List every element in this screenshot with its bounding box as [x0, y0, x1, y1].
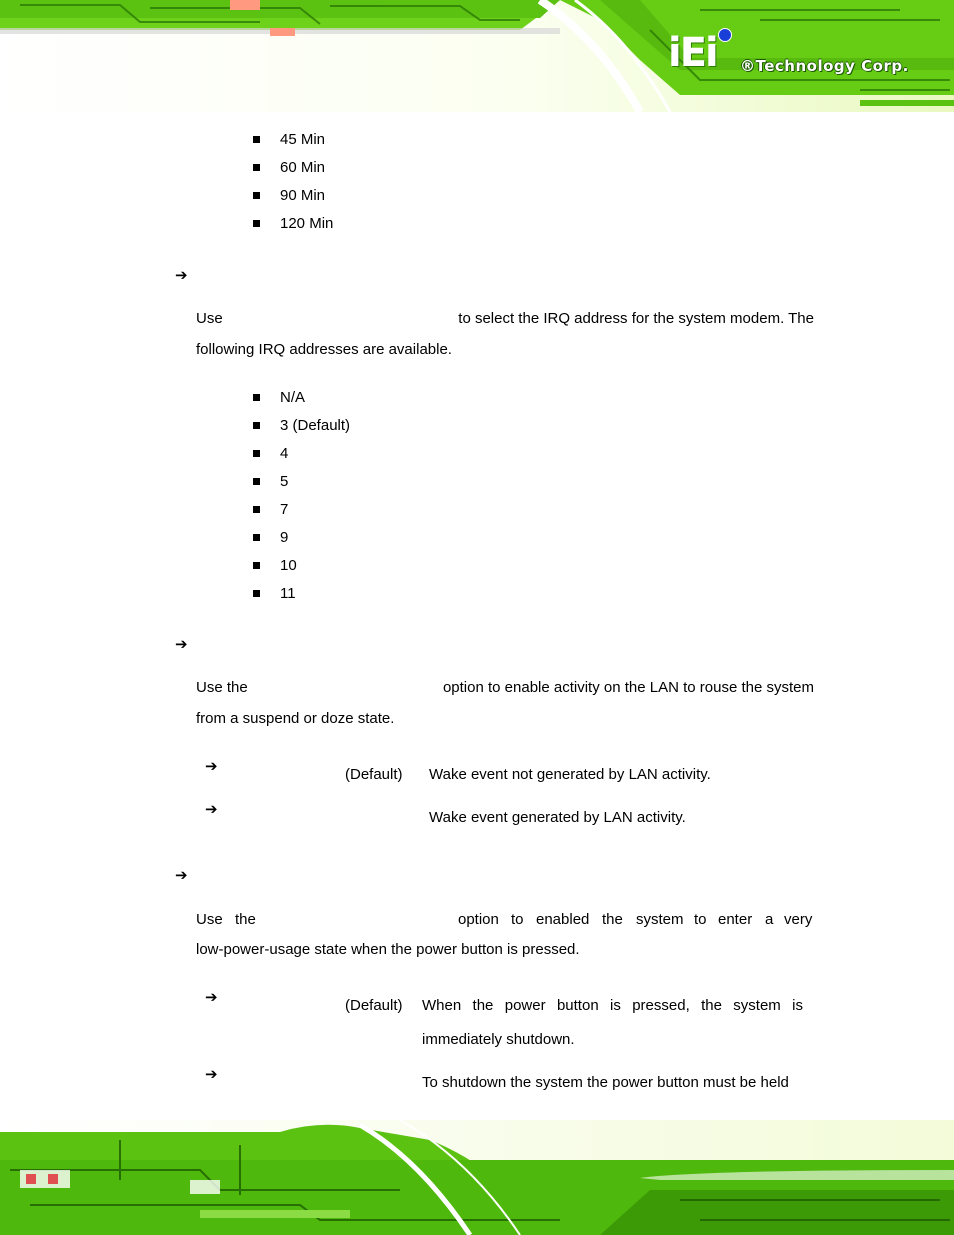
list-item: 11 [280, 585, 296, 602]
list-item: 7 [280, 501, 289, 518]
bullet-icon [253, 478, 260, 485]
bullet-icon [253, 534, 260, 541]
bullet-icon [253, 394, 260, 401]
company-logo-mark: iEi [668, 30, 717, 76]
option-arrow-icon: ➔ [205, 1065, 218, 1083]
bullet-icon [253, 220, 260, 227]
list-item: 45 Min [280, 131, 326, 148]
option-arrow-icon: ➔ [205, 800, 218, 818]
list-item: 3 (Default) [280, 417, 351, 434]
modem-paragraph-end: to select the IRQ address for the system modem. The [458, 310, 814, 327]
list-item: 10 [280, 557, 297, 574]
section-arrow-icon: ➔ [175, 866, 188, 884]
option-description: Wake event not generated by LAN activity. [429, 766, 711, 783]
lan-paragraph-start: Use the [196, 679, 248, 696]
circuit-board-footer [0, 1120, 954, 1235]
modem-paragraph-start: Use [196, 310, 223, 327]
default-label: (Default) [345, 766, 403, 783]
list-item: 4 [280, 445, 289, 462]
section-arrow-icon: ➔ [175, 266, 188, 284]
option-description: To shutdown the system the power button must be held [422, 1074, 789, 1091]
section-arrow-icon: ➔ [175, 635, 188, 653]
bullet-icon [253, 450, 260, 457]
list-item: 90 Min [280, 187, 326, 204]
option-arrow-icon: ➔ [205, 988, 218, 1006]
power-paragraph-word: Use [196, 911, 223, 928]
list-item: 5 [280, 473, 289, 490]
power-paragraph-word: option [458, 911, 499, 928]
bullet-icon [253, 562, 260, 569]
circuit-board-banner [0, 0, 954, 112]
bullet-icon [253, 506, 260, 513]
company-logo-text: ®Technology Corp. [740, 57, 909, 75]
power-paragraph-word: very [784, 911, 813, 928]
default-label: (Default) [345, 997, 403, 1014]
lan-paragraph-end: option to enable activity on the LAN to rouse the system [442, 679, 814, 696]
list-item: N/A [280, 389, 306, 406]
option-description-cont: immediately shutdown. [422, 1031, 575, 1048]
lan-paragraph-line2: from a suspend or doze state. [196, 710, 395, 727]
power-paragraph-word: the [235, 911, 256, 928]
modem-paragraph-line2: following IRQ addresses are available. [196, 341, 452, 358]
option-arrow-icon: ➔ [205, 757, 218, 775]
power-paragraph-word: a [765, 911, 774, 928]
bullet-icon [253, 136, 260, 143]
option-description: When the power button is pressed, the system is [422, 997, 803, 1014]
bullet-icon [253, 192, 260, 199]
page-footer [0, 1120, 954, 1235]
power-paragraph-word: system [636, 911, 684, 928]
bullet-icon [253, 590, 260, 597]
power-paragraph-word: enabled [536, 911, 590, 928]
logo-dot-icon [718, 28, 732, 42]
list-item: 120 Min [280, 215, 334, 232]
power-paragraph-word: the [602, 911, 623, 928]
bullet-icon [253, 422, 260, 429]
page-header [0, 0, 954, 112]
list-item: 9 [280, 529, 289, 546]
power-paragraph-word: enter [718, 911, 753, 928]
bullet-icon [253, 164, 260, 171]
power-paragraph-word: to [694, 911, 707, 928]
power-paragraph-word: to [511, 911, 524, 928]
power-paragraph-line2: low-power-usage state when the power button is pressed. [196, 941, 580, 958]
list-item: 60 Min [280, 159, 326, 176]
option-description: Wake event generated by LAN activity. [429, 809, 686, 826]
